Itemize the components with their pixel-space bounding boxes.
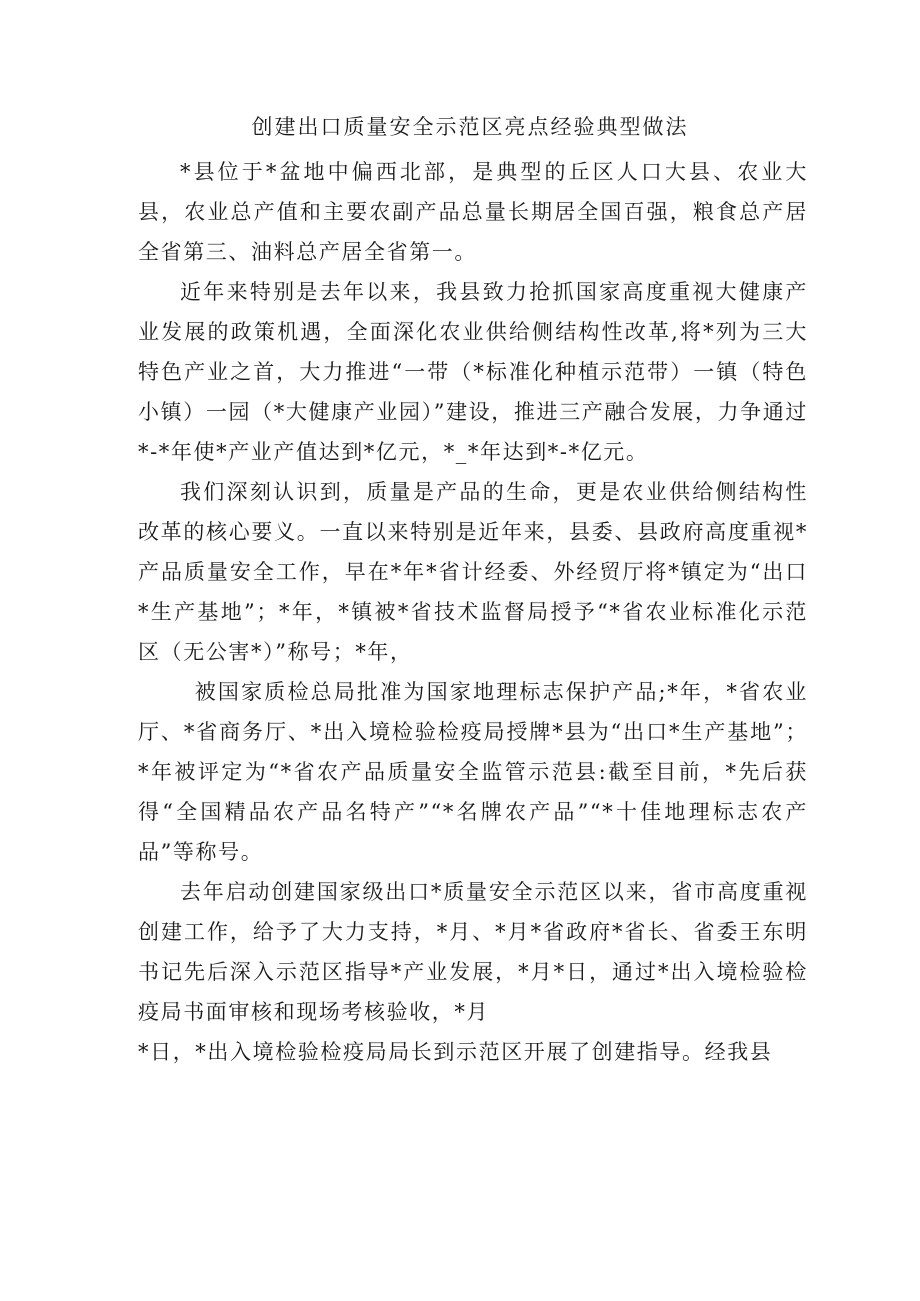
paragraph-5: 去年启动创建国家级出口*质量安全示范区以来，省市高度重视创建工作，给予了大力支持，*月、*月*省政府*省长、省委王东明书记先后深入示范区指导*产业发展，*月*日，通过*出入境检验检疫局书面审核和现场考核验收，*月 <box>138 880 808 1024</box>
paragraph-1: *县位于*盆地中偏西北部，是典型的丘区人口大县、农业大县，农业总产值和主要农副产品总量长期居全国百强，粮食总产居全省第三、油料总产居全省第一。 <box>138 160 808 264</box>
paragraph-4: 被国家质检总局批准为国家地理标志保护产品;*年，*省农业厅、*省商务厅、*出入境检验检疫局授牌*县为“出口*生产基地”；*年被评定为“*省农产品质量安全监管示范县:截至目前，*先后获得“全国精品农产品名特产”“*名牌农产品”“*十佳地理标志农产品”等称号。 <box>138 680 808 864</box>
document-body <box>138 152 808 1072</box>
paragraph-2: 近年来特别是去年以来，我县致力抢抓国家高度重视大健康产业发展的政策机遇，全面深化农业供给侧结构性改革,将*列为三大特色产业之首，大力推进“一带（*标准化种植示范带）一镇（特色小镇）一园（*大健康产业园）”建设，推进三产融合发展，力争通过*-*年使*产业产值达到*亿元，*_*年达到*-*亿元。 <box>138 280 808 464</box>
paragraph-6: *日，*出入境检验检疫局局长到示范区开展了创建指导。经我县 <box>138 1040 773 1064</box>
paragraph-3: 我们深刻认识到，质量是产品的生命，更是农业供给侧结构性改革的核心要义。一直以来特别是近年来，县委、县政府高度重视*产品质量安全工作，早在*年*省计经委、外经贸厅将*镇定为“出口*生产基地”；*年，*镇被*省技术监督局授予“*省农业标准化示范区（无公害*）”称号；*年， <box>138 480 808 664</box>
document-title: 创建出口质量安全示范区亮点经验典型做法 <box>251 115 689 139</box>
